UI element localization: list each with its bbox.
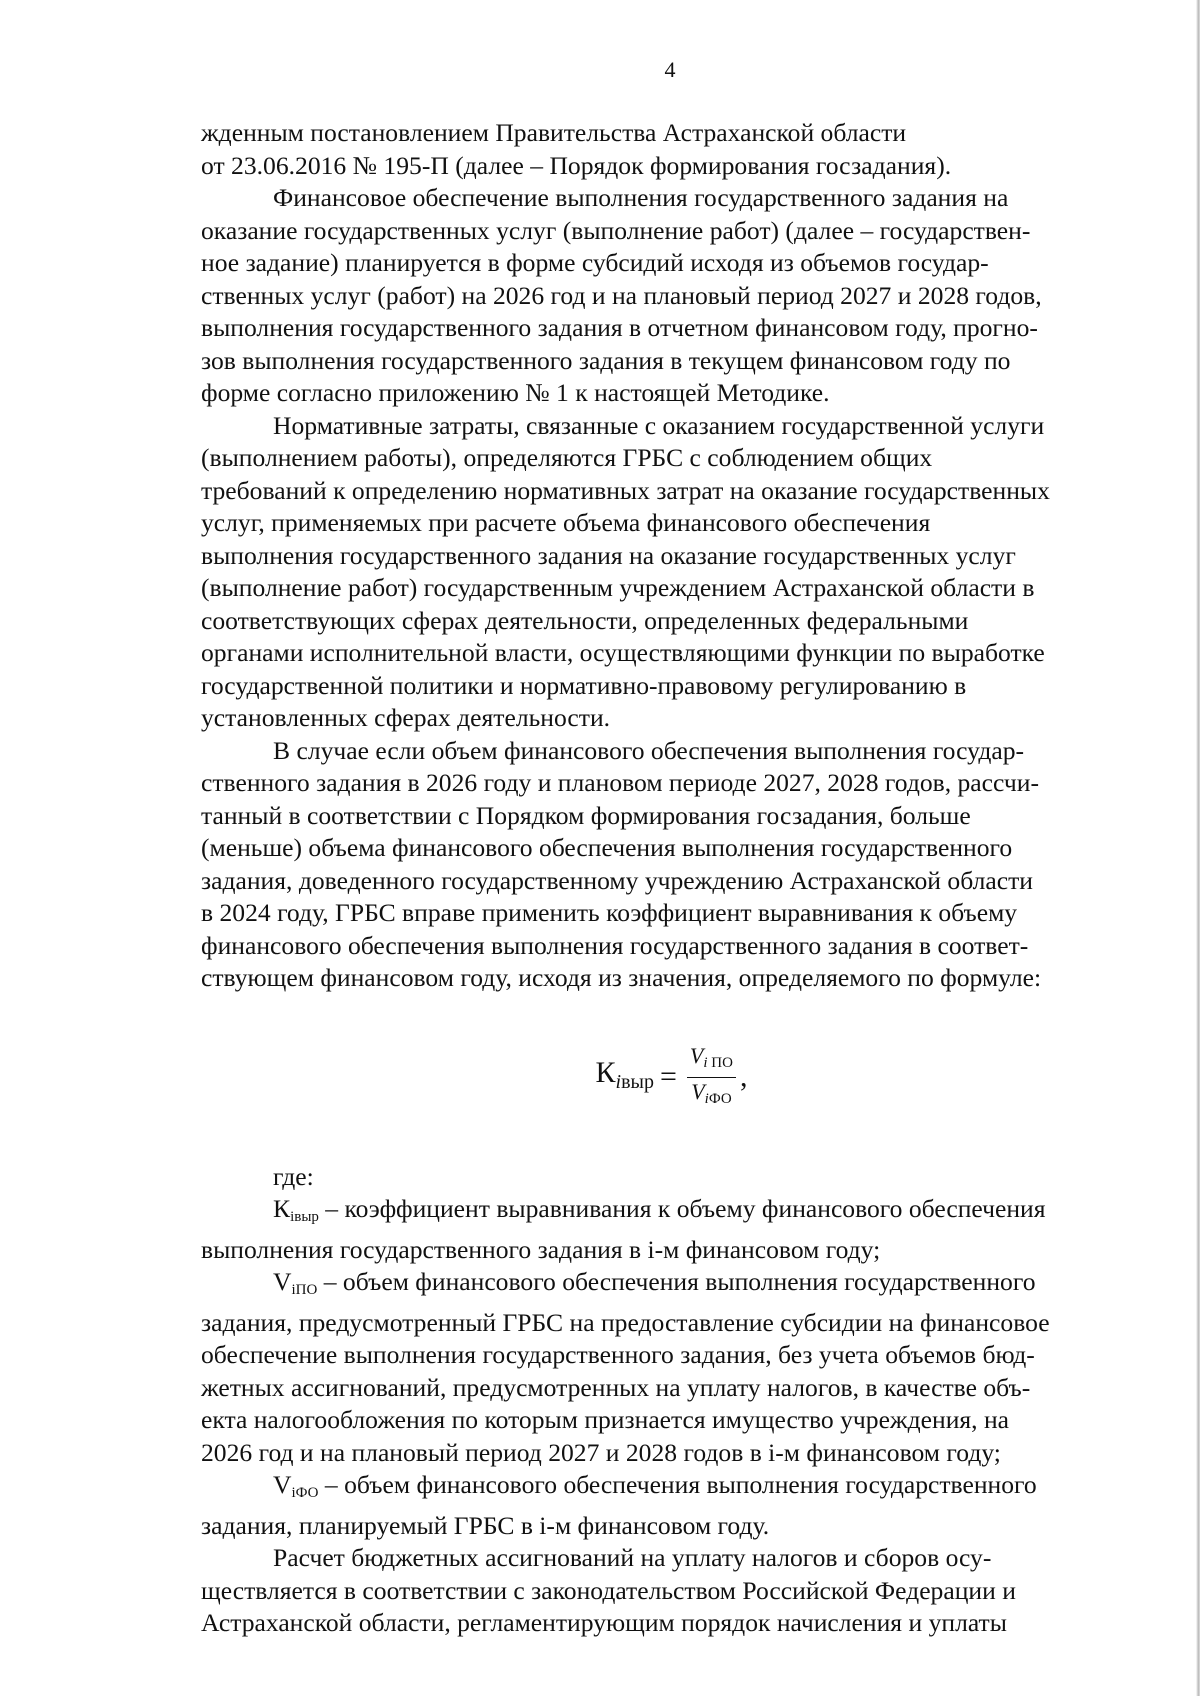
text-line: (выполнение работ) государственным учреждением Астраханской области в <box>201 573 1035 602</box>
text-line: Нормативные затраты, связанные с оказанием государственной услуги <box>273 410 1045 440</box>
definition-symbol: ViФО <box>273 1470 319 1501</box>
fraction-bar <box>687 1077 736 1078</box>
text-line: 2026 год и на плановый период 2027 и 2028 годов в i-м финансовом году; <box>201 1437 1001 1467</box>
paragraph <box>201 117 1142 182</box>
text-line: выполнения государственного задания на оказание государственных услуг <box>201 540 1016 570</box>
definition-symbol: ViПО <box>273 1267 318 1298</box>
page-edge-shadow <box>1196 0 1200 1696</box>
variable-definitions <box>201 1193 1142 1542</box>
definition-symbol: Кiвыр <box>273 1194 319 1225</box>
text-line: ществляется в соответствии с законодательством Российской Федерации и <box>201 1575 1016 1605</box>
definition-item <box>201 1266 1142 1469</box>
text-line: оказание государственных услуг (выполнение работ) (далее – государствен- <box>201 215 1031 245</box>
text-line: екта налогообложения по которым признается имущество учреждения, на <box>201 1405 1010 1434</box>
paragraph <box>201 735 1142 995</box>
text-line: финансового обеспечения выполнения государственного задания в соответ- <box>201 930 1029 960</box>
text-line: В случае если объем финансового обеспечения выполнения государ- <box>273 735 1025 765</box>
text-line: жденным постановлением Правительства Астраханской области <box>201 118 907 147</box>
text-line: в 2024 году, ГРБС вправе применить коэффициент выравнивания к объему <box>201 898 1018 927</box>
formula-denominator: ViФО <box>691 1079 732 1107</box>
text-line: услуг, применяемых при расчете объема финансового обеспечения <box>201 508 931 537</box>
formula-lhs: $К_{iвыр}$ <box>595 1055 654 1093</box>
text-line: ственных услуг (работ) на 2026 год и на плановый период 2027 и 2028 годов, <box>201 280 1042 310</box>
formula-numerator: Vi ПО <box>689 1043 733 1071</box>
text-line: ственного задания в 2026 году и плановом периоде 2027, 2028 годов, рассчи- <box>201 768 1039 797</box>
text-line: выполнения государственного задания в отчетном финансовом году, прогно- <box>201 313 1038 342</box>
definition-text: – объем финансового обеспечения выполнения государственного <box>318 1470 1037 1499</box>
text-line: задания, планируемый ГРБС в i-м финансовом году. <box>201 1510 770 1540</box>
text-line: ное задание) планируется в форме субсидий исходя из объемов государ- <box>201 248 989 277</box>
definition-text: – объем финансового обеспечения выполнения государственного <box>317 1267 1036 1296</box>
formula-expression <box>596 1044 748 1111</box>
text-line: соответствующих сферах деятельности, определенных федеральными <box>201 605 969 635</box>
where-label: где: <box>273 1161 314 1191</box>
text-line: органами исполнительной власти, осуществляющими функции по выработке <box>201 638 1045 667</box>
definition-text: – коэффициент выравнивания к объему финансового обеспечения <box>318 1194 1046 1223</box>
text-line: выполнения государственного задания в i-м финансовом году; <box>201 1234 881 1264</box>
page-body <box>201 117 1142 1640</box>
text-line: задания, доведенного государственному учреждению Астраханской области <box>201 865 1033 895</box>
text-line: Астраханской области, регламентирующим порядок начисления и уплаты <box>201 1608 1007 1637</box>
text-line: задания, предусмотренный ГРБС на предоставление субсидии на финансовое <box>201 1307 1050 1337</box>
text-line: Расчет бюджетных ассигнований на уплату налогов и сборов осу- <box>273 1543 992 1572</box>
page-number: 4 <box>664 57 676 82</box>
formula-fraction <box>687 1044 736 1111</box>
text-line: (выполнением работы), определяются ГРБС с соблюдением общих <box>201 443 933 472</box>
formula-equals: = <box>660 1060 677 1094</box>
text-line: ствующем финансовом году, исходя из значения, определяемого по формуле: <box>201 963 1042 992</box>
text-line: требований к определению нормативных затрат на оказание государственных <box>201 475 1050 505</box>
alignment-coefficient-formula <box>201 995 1142 1161</box>
text-line: жетных ассигнований, предусмотренных на уплату налогов, в качестве объ- <box>201 1372 1031 1402</box>
text-line: установленных сферах деятельности. <box>201 703 611 732</box>
text-line: государственной политики и нормативно-правовому регулированию в <box>201 670 967 700</box>
formula-comma: , <box>739 1060 748 1094</box>
text-line: зов выполнения государственного задания в текущем финансовом году по <box>201 345 1011 375</box>
paragraph <box>201 1542 1142 1640</box>
text-line: (меньше) объема финансового обеспечения выполнения государственного <box>201 833 1013 862</box>
text-line: Финансовое обеспечение выполнения государственного задания на <box>273 183 1009 212</box>
text-line: форме согласно приложению № 1 к настоящей Методике. <box>201 378 830 407</box>
text-line: от 23.06.2016 № 195-П (далее – Порядок формирования госзадания). <box>201 150 952 180</box>
text-line: обеспечение выполнения государственного задания, без учета объемов бюд- <box>201 1340 1035 1369</box>
body-paragraphs-bottom <box>201 1542 1142 1640</box>
definition-item <box>201 1193 1142 1266</box>
paragraph <box>201 182 1142 410</box>
definition-item <box>201 1469 1142 1542</box>
paragraph <box>201 410 1142 735</box>
body-paragraphs-top <box>201 117 1142 995</box>
text-line: танный в соответствии с Порядком формирования госзадания, больше <box>201 800 971 830</box>
